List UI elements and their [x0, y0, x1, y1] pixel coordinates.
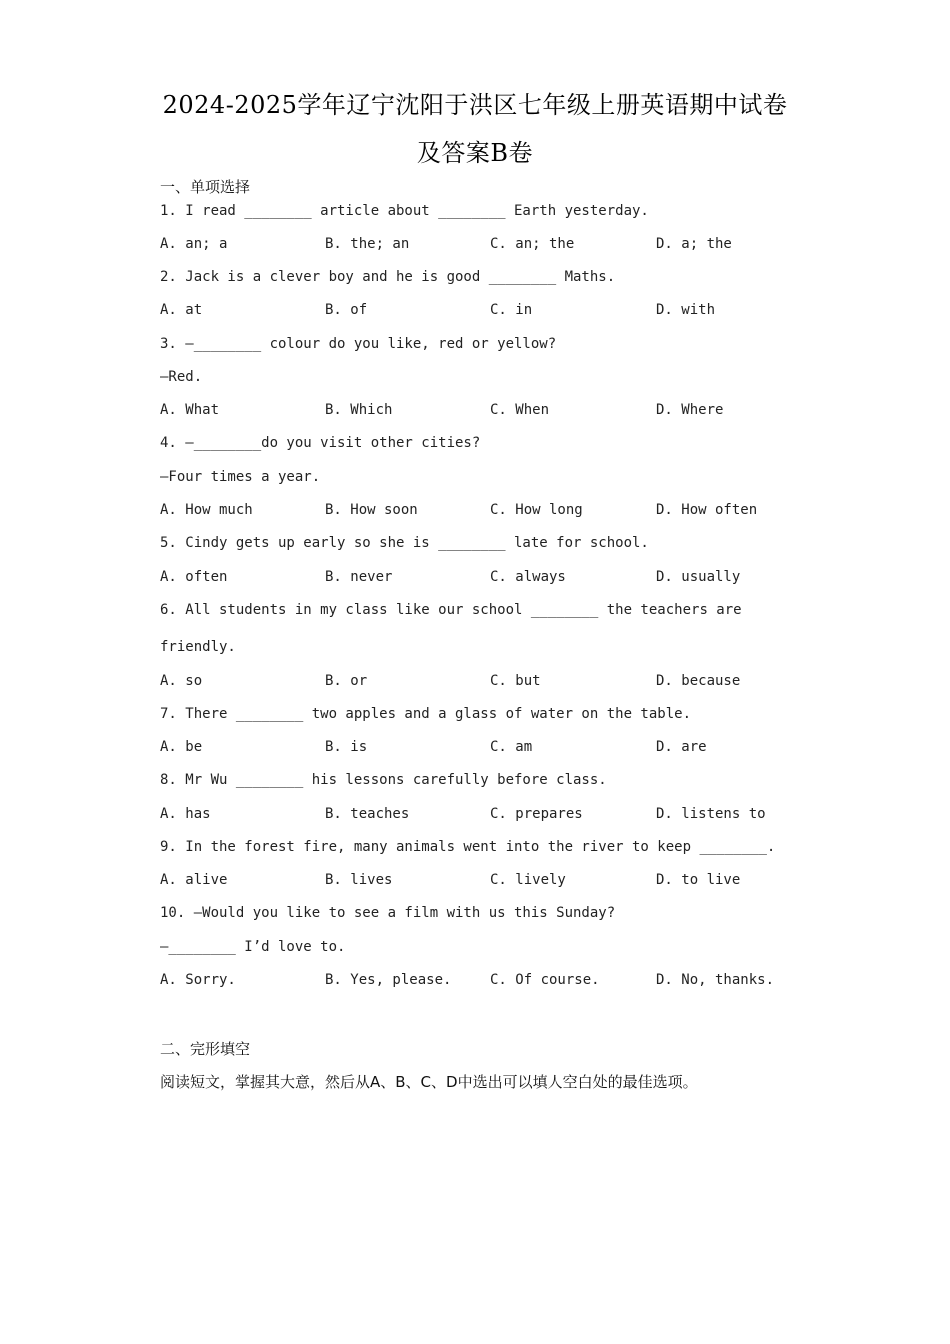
- question-3-answer-line: —Red.: [160, 369, 203, 385]
- option-b[interactable]: B. teaches: [325, 806, 410, 822]
- question-4-options: [160, 502, 840, 524]
- option-b[interactable]: B. lives: [325, 872, 393, 888]
- option-d[interactable]: D. with: [656, 302, 716, 318]
- option-c[interactable]: C. but: [490, 673, 541, 689]
- option-a[interactable]: A. often: [160, 569, 228, 585]
- question-1-text: 1. I read ________ article about ________ Earth yesterday.: [160, 203, 649, 219]
- option-d[interactable]: D. listens to: [656, 806, 766, 822]
- question-6-text-continued: friendly.: [160, 639, 236, 655]
- question-5-options: [160, 569, 840, 591]
- option-b[interactable]: B. is: [325, 739, 368, 755]
- option-c[interactable]: C. am: [490, 739, 533, 755]
- option-a[interactable]: A. at: [160, 302, 203, 318]
- question-4-answer-line: —Four times a year.: [160, 469, 321, 485]
- option-a[interactable]: A. so: [160, 673, 203, 689]
- question-1-options: [160, 236, 840, 258]
- option-b[interactable]: B. or: [325, 673, 368, 689]
- option-c[interactable]: C. in: [490, 302, 533, 318]
- question-5-text: 5. Cindy gets up early so she is ________ late for school.: [160, 535, 649, 551]
- cloze-instruction: 阅读短文，掌握其大意，然后从A、B、C、D中选出可以填人空白处的最佳选项。: [160, 1073, 698, 1091]
- question-2-text: 2. Jack is a clever boy and he is good ________ Maths.: [160, 269, 616, 285]
- question-8-text: 8. Mr Wu ________ his lessons carefully before class.: [160, 772, 607, 788]
- option-c[interactable]: C. When: [490, 402, 550, 418]
- option-a[interactable]: A. What: [160, 402, 220, 418]
- question-10-answer-line: —________ I’d love to.: [160, 939, 346, 955]
- option-b[interactable]: B. never: [325, 569, 393, 585]
- question-4-text: 4. —________do you visit other cities?: [160, 435, 481, 451]
- question-3-options: [160, 402, 840, 424]
- option-a[interactable]: A. How much: [160, 502, 253, 518]
- option-b[interactable]: B. Which: [325, 402, 393, 418]
- option-a[interactable]: A. alive: [160, 872, 228, 888]
- option-d[interactable]: D. How often: [656, 502, 758, 518]
- question-2-options: [160, 302, 840, 324]
- option-a[interactable]: A. an; a: [160, 236, 228, 252]
- option-b[interactable]: B. of: [325, 302, 368, 318]
- question-7-text: 7. There ________ two apples and a glass of water on the table.: [160, 706, 692, 722]
- option-b[interactable]: B. the; an: [325, 236, 410, 252]
- question-9-options: [160, 872, 840, 894]
- section-heading-cloze: 二、完形填空: [160, 1040, 251, 1058]
- option-c[interactable]: C. always: [490, 569, 566, 585]
- option-d[interactable]: D. usually: [656, 569, 741, 585]
- option-a[interactable]: A. Sorry.: [160, 972, 236, 988]
- question-10-text: 10. —Would you like to see a film with us this Sunday?: [160, 905, 616, 921]
- question-9-text: 9. In the forest fire, many animals went into the river to keep ________.: [160, 839, 776, 855]
- option-a[interactable]: A. be: [160, 739, 203, 755]
- option-c[interactable]: C. Of course.: [490, 972, 600, 988]
- option-c[interactable]: C. How long: [490, 502, 583, 518]
- option-b[interactable]: B. Yes, please.: [325, 972, 452, 988]
- option-c[interactable]: C. prepares: [490, 806, 583, 822]
- option-d[interactable]: D. a; the: [656, 236, 732, 252]
- page-title: 2024-2025学年辽宁沈阳于洪区七年级上册英语期中试卷: [162, 91, 788, 119]
- question-7-options: [160, 739, 840, 761]
- option-c[interactable]: C. an; the: [490, 236, 575, 252]
- option-c[interactable]: C. lively: [490, 872, 566, 888]
- option-b[interactable]: B. How soon: [325, 502, 418, 518]
- page-title-continued: 及答案B卷: [416, 139, 534, 167]
- question-6-options: [160, 673, 840, 695]
- question-8-options: [160, 806, 840, 828]
- option-d[interactable]: D. are: [656, 739, 707, 755]
- question-10-options: [160, 972, 840, 994]
- option-d[interactable]: D. Where: [656, 402, 724, 418]
- option-d[interactable]: D. because: [656, 673, 741, 689]
- option-d[interactable]: D. to live: [656, 872, 741, 888]
- question-6-text: 6. All students in my class like our school ________ the teachers are: [160, 602, 742, 618]
- section-heading-single-choice: 一、单项选择: [160, 178, 251, 196]
- option-d[interactable]: D. No, thanks.: [656, 972, 775, 988]
- option-a[interactable]: A. has: [160, 806, 211, 822]
- question-3-text: 3. —________ colour do you like, red or yellow?: [160, 336, 557, 352]
